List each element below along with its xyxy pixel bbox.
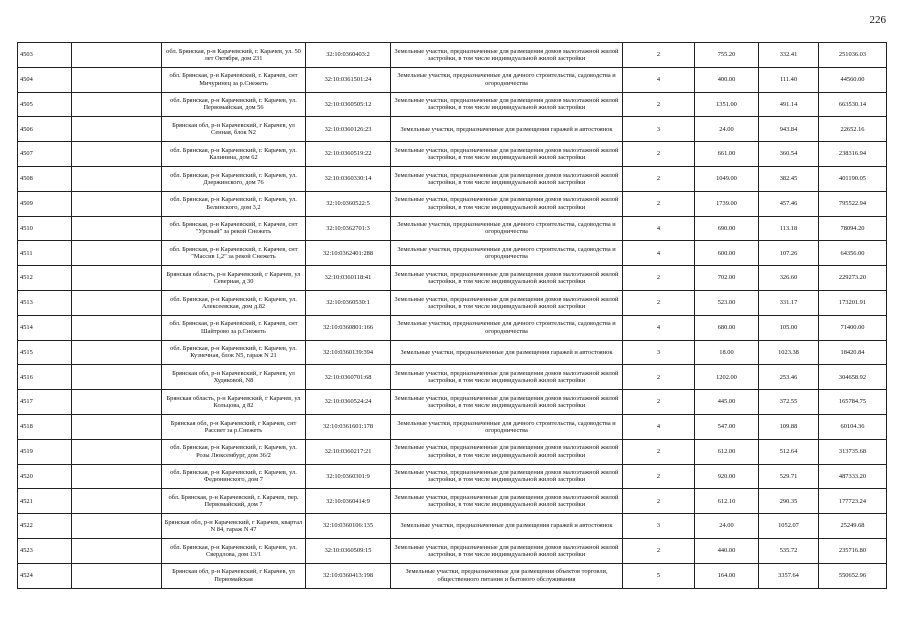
cadastral-number-cell: 32:10:0360118:41 [306, 266, 391, 291]
cadastral-value-cell: 64356.00 [819, 241, 887, 266]
specific-value-cell: 105.00 [759, 315, 819, 340]
address-cell: обл. Брянская, р-н Карачевский, г. Карачев, снт Шайтрово за р.Снежеть [162, 315, 306, 340]
use-group-cell: 2 [623, 142, 695, 167]
area-cell: 612.00 [695, 439, 759, 464]
area-cell: 1739.00 [695, 191, 759, 216]
area-cell: 920.00 [695, 464, 759, 489]
spacer-cell [72, 241, 162, 266]
cadastral-value-cell: 401190.05 [819, 166, 887, 191]
use-group-cell: 3 [623, 340, 695, 365]
cadastral-number-cell: 32:10:0360505:12 [306, 92, 391, 117]
cadastral-number-cell: 32:10:0360403:2 [306, 43, 391, 68]
address-cell: обл. Брянская, р-н Карачевский, г. Карачев, ул. Кузнечная, блок N5, гараж N 21 [162, 340, 306, 365]
table-row [18, 191, 887, 216]
spacer-cell [72, 191, 162, 216]
record-number-cell: 4507 [18, 142, 72, 167]
land-use-cell: Земельные участки, предназначенные для дачного строительства, садоводства и огородничества [391, 414, 623, 439]
table-row [18, 514, 887, 539]
use-group-cell: 2 [623, 439, 695, 464]
spacer-cell [72, 166, 162, 191]
area-cell: 702.00 [695, 266, 759, 291]
land-use-cell: Земельные участки, предназначенные для дачного строительства, садоводства и огородничества [391, 315, 623, 340]
land-use-cell: Земельные участки, предназначенные для размещения гаражей и автостоянок [391, 514, 623, 539]
use-group-cell: 4 [623, 241, 695, 266]
use-group-cell: 4 [623, 414, 695, 439]
specific-value-cell: 943.84 [759, 117, 819, 142]
table-row [18, 166, 887, 191]
cadastral-value-cell: 25249.68 [819, 514, 887, 539]
address-cell: обл. Брянская, р-н Карачевский, г. Карачев, снт Мичуринец за р.Снежеть [162, 67, 306, 92]
record-number-cell: 4509 [18, 191, 72, 216]
land-use-cell: Земельные участки, предназначенные для размещения объектов торговли, общественного питания и бытового обслуживания [391, 563, 623, 588]
spacer-cell [72, 117, 162, 142]
spacer-cell [72, 266, 162, 291]
spacer-cell [72, 290, 162, 315]
cadastral-number-cell: 32:10:0360530:1 [306, 290, 391, 315]
spacer-cell [72, 563, 162, 588]
use-group-cell: 2 [623, 538, 695, 563]
table-row [18, 92, 887, 117]
table-row [18, 290, 887, 315]
land-registry-table [17, 42, 887, 589]
land-use-cell: Земельные участки, предназначенные для дачного строительства, садоводства и огородничества [391, 216, 623, 241]
table-body [18, 43, 887, 589]
cadastral-value-cell: 663530.14 [819, 92, 887, 117]
record-number-cell: 4514 [18, 315, 72, 340]
land-use-cell: Земельные участки, предназначенные для дачного строительства, садоводства и огородничества [391, 67, 623, 92]
cadastral-value-cell: 44560.00 [819, 67, 887, 92]
cadastral-value-cell: 78094.20 [819, 216, 887, 241]
address-cell: обл. Брянская, р-н Карачевский, г. Карачев, ул. Свердлова, дом 13/1 [162, 538, 306, 563]
cadastral-value-cell: 313735.68 [819, 439, 887, 464]
specific-value-cell: 332.41 [759, 43, 819, 68]
land-use-cell: Земельные участки, предназначенные для размещения домов малоэтажной жилой застройки, в том числе индивидуальной жилой застройки [391, 290, 623, 315]
address-cell: Брянская обл, р-н Карачевский, г Карачев, квартал N 84, гараж N 47 [162, 514, 306, 539]
use-group-cell: 2 [623, 43, 695, 68]
cadastral-number-cell: 32:10:0360330:14 [306, 166, 391, 191]
specific-value-cell: 512.64 [759, 439, 819, 464]
record-number-cell: 4524 [18, 563, 72, 588]
record-number-cell: 4520 [18, 464, 72, 489]
use-group-cell: 3 [623, 117, 695, 142]
area-cell: 440.00 [695, 538, 759, 563]
area-cell: 600.00 [695, 241, 759, 266]
page-number: 226 [869, 14, 886, 26]
area-cell: 164.00 [695, 563, 759, 588]
table-row [18, 216, 887, 241]
specific-value-cell: 535.72 [759, 538, 819, 563]
spacer-cell [72, 390, 162, 415]
cadastral-number-cell: 32:10:0362701:3 [306, 216, 391, 241]
spacer-cell [72, 365, 162, 390]
cadastral-value-cell: 795522.94 [819, 191, 887, 216]
table-row [18, 315, 887, 340]
use-group-cell: 2 [623, 92, 695, 117]
record-number-cell: 4504 [18, 67, 72, 92]
spacer-cell [72, 92, 162, 117]
cadastral-number-cell: 32:10:0362401:288 [306, 241, 391, 266]
table-row [18, 340, 887, 365]
spacer-cell [72, 414, 162, 439]
land-use-cell: Земельные участки, предназначенные для размещения домов малоэтажной жилой застройки, в том числе индивидуальной жилой застройки [391, 43, 623, 68]
address-cell: обл. Брянская, р-н Карачевский, г. Карачев, снт "Массив 1,2" за рекой Снежеть [162, 241, 306, 266]
cadastral-number-cell: 32:10:0360801:166 [306, 315, 391, 340]
cadastral-number-cell: 32:10:0361601:178 [306, 414, 391, 439]
specific-value-cell: 491.14 [759, 92, 819, 117]
land-use-cell: Земельные участки, предназначенные для дачного строительства, садоводства и огородничества [391, 241, 623, 266]
land-use-cell: Земельные участки, предназначенные для размещения домов малоэтажной жилой застройки, в том числе индивидуальной жилой застройки [391, 489, 623, 514]
record-number-cell: 4503 [18, 43, 72, 68]
address-cell: обл. Брянская, р-н Карачевский, г. Карачев, снт "Урсный" за рекой Снежеть [162, 216, 306, 241]
land-use-cell: Земельные участки, предназначенные для размещения домов малоэтажной жилой застройки, в том числе индивидуальной жилой застройки [391, 191, 623, 216]
cadastral-value-cell: 173201.91 [819, 290, 887, 315]
table-row [18, 464, 887, 489]
address-cell: обл. Брянская, р-н Карачевский, г. Карачев, ул. 50 лет Октября, дом 231 [162, 43, 306, 68]
address-cell: Брянская обл, р-н Карачевский, г Карачев, снт Рассвет за р.Снежеть [162, 414, 306, 439]
area-cell: 661.00 [695, 142, 759, 167]
land-use-cell: Земельные участки, предназначенные для размещения гаражей и автостоянок [391, 340, 623, 365]
cadastral-number-cell: 32:10:0360413:198 [306, 563, 391, 588]
cadastral-value-cell: 235716.80 [819, 538, 887, 563]
record-number-cell: 4511 [18, 241, 72, 266]
cadastral-value-cell: 18420.84 [819, 340, 887, 365]
table-row [18, 241, 887, 266]
record-number-cell: 4516 [18, 365, 72, 390]
address-cell: Брянская обл, р-н Карачевский, г Карачев, ул Первомайская [162, 563, 306, 588]
address-cell: обл. Брянская, р-н Карачевский, г. Карачев, ул. Первомайская, дом 56 [162, 92, 306, 117]
land-use-cell: Земельные участки, предназначенные для размещения домов малоэтажной жилой застройки, в том числе индивидуальной жилой застройки [391, 266, 623, 291]
land-use-cell: Земельные участки, предназначенные для размещения домов малоэтажной жилой застройки, в том числе индивидуальной жилой застройки [391, 365, 623, 390]
use-group-cell: 2 [623, 489, 695, 514]
use-group-cell: 2 [623, 290, 695, 315]
specific-value-cell: 111.40 [759, 67, 819, 92]
use-group-cell: 2 [623, 365, 695, 390]
spacer-cell [72, 489, 162, 514]
specific-value-cell: 529.71 [759, 464, 819, 489]
table-row [18, 414, 887, 439]
spacer-cell [72, 315, 162, 340]
specific-value-cell: 331.17 [759, 290, 819, 315]
use-group-cell: 2 [623, 191, 695, 216]
record-number-cell: 4519 [18, 439, 72, 464]
land-use-cell: Земельные участки, предназначенные для размещения домов малоэтажной жилой застройки, в том числе индивидуальной жилой застройки [391, 390, 623, 415]
specific-value-cell: 3357.64 [759, 563, 819, 588]
specific-value-cell: 326.60 [759, 266, 819, 291]
use-group-cell: 2 [623, 464, 695, 489]
address-cell: Брянская область, р-н Карачевский, г Карачев, ул Северная, д 30 [162, 266, 306, 291]
cadastral-value-cell: 238316.94 [819, 142, 887, 167]
cadastral-value-cell: 22652.16 [819, 117, 887, 142]
record-number-cell: 4515 [18, 340, 72, 365]
area-cell: 1202.00 [695, 365, 759, 390]
record-number-cell: 4512 [18, 266, 72, 291]
spacer-cell [72, 216, 162, 241]
area-cell: 1049.00 [695, 166, 759, 191]
address-cell: обл. Брянская, р-н Карачевский, г. Карачев, ул. Розы Люксембург, дом 36/2 [162, 439, 306, 464]
cadastral-number-cell: 32:10:0360106:135 [306, 514, 391, 539]
table-row [18, 439, 887, 464]
land-use-cell: Земельные участки, предназначенные для размещения домов малоэтажной жилой застройки, в том числе индивидуальной жилой застройки [391, 439, 623, 464]
address-cell: Брянская область, р-н Карачевский, г Карачев, ул Кольцова, д 82 [162, 390, 306, 415]
land-use-cell: Земельные участки, предназначенные для размещения гаражей и автостоянок [391, 117, 623, 142]
record-number-cell: 4505 [18, 92, 72, 117]
cadastral-value-cell: 550652.96 [819, 563, 887, 588]
cadastral-value-cell: 251036.03 [819, 43, 887, 68]
specific-value-cell: 107.26 [759, 241, 819, 266]
spacer-cell [72, 464, 162, 489]
record-number-cell: 4523 [18, 538, 72, 563]
table-row [18, 67, 887, 92]
record-number-cell: 4506 [18, 117, 72, 142]
cadastral-value-cell: 487333.20 [819, 464, 887, 489]
area-cell: 547.00 [695, 414, 759, 439]
spacer-cell [72, 142, 162, 167]
cadastral-value-cell: 71400.00 [819, 315, 887, 340]
specific-value-cell: 1052.07 [759, 514, 819, 539]
spacer-cell [72, 538, 162, 563]
address-cell: обл. Брянская, р-н Карачевский, г. Карачев, ул. Дзержинского, дом 76 [162, 166, 306, 191]
use-group-cell: 4 [623, 67, 695, 92]
specific-value-cell: 1023.38 [759, 340, 819, 365]
area-cell: 690.00 [695, 216, 759, 241]
use-group-cell: 2 [623, 166, 695, 191]
address-cell: обл. Брянская, р-н Карачевский, г. Карачев, пер. Первомайский, дом 7 [162, 489, 306, 514]
table-row [18, 142, 887, 167]
cadastral-number-cell: 32:10:0360509:15 [306, 538, 391, 563]
cadastral-number-cell: 32:10:0360519:22 [306, 142, 391, 167]
address-cell: обл. Брянская, р-н Карачевский, г. Карачев, ул. Калинина, дом 62 [162, 142, 306, 167]
table-row [18, 538, 887, 563]
record-number-cell: 4521 [18, 489, 72, 514]
area-cell: 24.00 [695, 117, 759, 142]
area-cell: 1351.00 [695, 92, 759, 117]
cadastral-number-cell: 32:10:0360139:394 [306, 340, 391, 365]
cadastral-number-cell: 32:10:0360414:9 [306, 489, 391, 514]
area-cell: 523.00 [695, 290, 759, 315]
cadastral-number-cell: 32:10:0360524:24 [306, 390, 391, 415]
cadastral-value-cell: 165784.75 [819, 390, 887, 415]
table-row [18, 489, 887, 514]
record-number-cell: 4508 [18, 166, 72, 191]
cadastral-number-cell: 32:10:0360522:5 [306, 191, 391, 216]
record-number-cell: 4513 [18, 290, 72, 315]
land-use-cell: Земельные участки, предназначенные для размещения домов малоэтажной жилой застройки, в том числе индивидуальной жилой застройки [391, 92, 623, 117]
area-cell: 755.20 [695, 43, 759, 68]
specific-value-cell: 382.45 [759, 166, 819, 191]
area-cell: 680.00 [695, 315, 759, 340]
address-cell: Брянская обл, р-н Карачевский, г Карачев, ул Сенная, блок N2 [162, 117, 306, 142]
address-cell: обл. Брянская, р-н Карачевский, г. Карачев, ул. Алексеевская, дом д.82 [162, 290, 306, 315]
cadastral-value-cell: 304658.92 [819, 365, 887, 390]
use-group-cell: 4 [623, 216, 695, 241]
land-use-cell: Земельные участки, предназначенные для размещения домов малоэтажной жилой застройки, в том числе индивидуальной жилой застройки [391, 142, 623, 167]
use-group-cell: 2 [623, 390, 695, 415]
cadastral-value-cell: 229273.20 [819, 266, 887, 291]
cadastral-number-cell: 32:10:0361501:24 [306, 67, 391, 92]
table-row [18, 563, 887, 588]
specific-value-cell: 290.35 [759, 489, 819, 514]
record-number-cell: 4522 [18, 514, 72, 539]
table-row [18, 266, 887, 291]
cadastral-number-cell: 32:10:0360126:23 [306, 117, 391, 142]
use-group-cell: 2 [623, 266, 695, 291]
land-use-cell: Земельные участки, предназначенные для размещения домов малоэтажной жилой застройки, в том числе индивидуальной жилой застройки [391, 166, 623, 191]
address-cell: обл. Брянская, р-н Карачевский, г. Карачев, ул. Белинского, дом 3,2 [162, 191, 306, 216]
use-group-cell: 4 [623, 315, 695, 340]
specific-value-cell: 109.88 [759, 414, 819, 439]
specific-value-cell: 372.55 [759, 390, 819, 415]
record-number-cell: 4518 [18, 414, 72, 439]
spacer-cell [72, 43, 162, 68]
area-cell: 24.00 [695, 514, 759, 539]
table-row [18, 390, 887, 415]
record-number-cell: 4517 [18, 390, 72, 415]
table-row [18, 365, 887, 390]
specific-value-cell: 253.46 [759, 365, 819, 390]
area-cell: 18.00 [695, 340, 759, 365]
specific-value-cell: 457.46 [759, 191, 819, 216]
spacer-cell [72, 514, 162, 539]
land-use-cell: Земельные участки, предназначенные для размещения домов малоэтажной жилой застройки, в том числе индивидуальной жилой застройки [391, 464, 623, 489]
cadastral-number-cell: 32:10:0360701:68 [306, 365, 391, 390]
use-group-cell: 3 [623, 514, 695, 539]
table-row [18, 117, 887, 142]
address-cell: Брянская обл, р-н Карачевский, г Карачев, ул Худяковой, N8 [162, 365, 306, 390]
land-use-cell: Земельные участки, предназначенные для размещения домов малоэтажной жилой застройки, в том числе индивидуальной жилой застройки [391, 538, 623, 563]
address-cell: обл. Брянская, р-н Карачевский, г. Карачев, ул. Федюнинского, дом 7 [162, 464, 306, 489]
use-group-cell: 5 [623, 563, 695, 588]
cadastral-number-cell: 32:10:0360301:9 [306, 464, 391, 489]
specific-value-cell: 360.54 [759, 142, 819, 167]
area-cell: 612.10 [695, 489, 759, 514]
spacer-cell [72, 67, 162, 92]
table-row [18, 43, 887, 68]
area-cell: 400.00 [695, 67, 759, 92]
cadastral-value-cell: 60104.36 [819, 414, 887, 439]
cadastral-value-cell: 177723.24 [819, 489, 887, 514]
spacer-cell [72, 340, 162, 365]
specific-value-cell: 113.18 [759, 216, 819, 241]
cadastral-number-cell: 32:10:0360217:21 [306, 439, 391, 464]
area-cell: 445.00 [695, 390, 759, 415]
record-number-cell: 4510 [18, 216, 72, 241]
spacer-cell [72, 439, 162, 464]
